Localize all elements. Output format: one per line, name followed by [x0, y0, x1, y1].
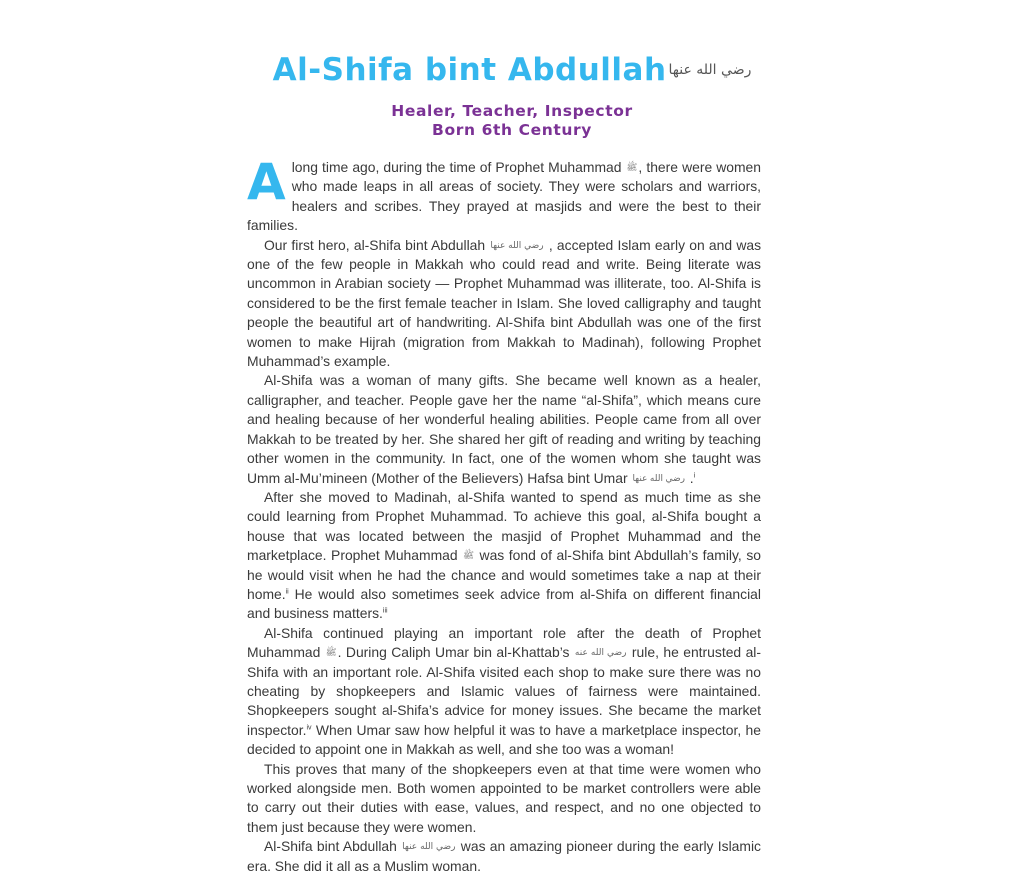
pbuh-symbol: ﷺ — [626, 162, 638, 172]
title-honorific: رضي الله عنها — [668, 62, 752, 78]
paragraph-text: long time ago, during the time of Prophet Muhammad — [291, 159, 622, 175]
title-text: Al-Shifa bint Abdullah — [272, 52, 667, 88]
paragraph-text: was fond of al-Shifa bint Abdullah’s family, so he would visit when he had the chance and would sometimes take a nap at their home. — [247, 547, 761, 602]
footnote-ref: iii — [382, 607, 388, 615]
honorific-symbol: رضي الله عنه — [574, 647, 627, 658]
subtitle-born: Born 6th Century — [432, 121, 592, 139]
paragraph-2 — [247, 236, 761, 372]
drop-cap: A — [247, 153, 286, 211]
pbuh-symbol: ﷺ — [463, 550, 475, 561]
honorific-symbol: رضي الله عنها — [490, 239, 544, 250]
footnote-ref: i — [693, 471, 696, 479]
paragraph-4 — [247, 488, 761, 624]
paragraph-3 — [247, 371, 761, 487]
paragraph-text: was an amazing pioneer during the early Islamic era. She did it all as a Muslim woman. — [247, 838, 761, 874]
paragraph-5 — [247, 624, 761, 760]
paragraph-text: Al-Shifa continued playing an important role after the death of Prophet Muhammad — [247, 624, 761, 661]
paragraph-text: Al-Shifa bint Abdullah — [264, 838, 397, 855]
footnote-ref: ii — [285, 588, 289, 596]
paragraph-text: . — [685, 469, 694, 486]
paragraph-text: . During Caliph Umar bin al-Khattab’s — [337, 644, 570, 661]
page-subtitle — [0, 102, 1024, 140]
honorific-symbol: رضي الله عنها — [402, 841, 456, 852]
subtitle-roles: Healer, Teacher, Inspector — [391, 102, 633, 120]
paragraph-text: , there were women who made leaps in all areas of society. They were scholars and warriors, healers and scribes. They prayed at masjids and were the best to their families. — [247, 159, 762, 234]
article-body — [247, 153, 762, 876]
paragraph-text: Al-Shifa was a woman of many gifts. She became well known as a healer, calligrapher, and teacher. People gave her the name “al-Shifa”, which means cure and healing because of her wonderful healing abilities. People came from all over Makkah to be treated by her. She shared her gift of reading and writing by teaching other women in the community. In fact, one of the women whom she taught was Umm al-Mu’mineen (Mother of the Believers) Hafsa bint Umar — [247, 372, 761, 486]
footnote-ref: iv — [306, 724, 312, 732]
paragraph-text: rule, he entrusted al-Shifa with an important role. Al-Shifa visited each shop to make sure there was no cheating by shopkeepers and Islamic values of fairness were maintained. Shopkeepers sought al-Shifa’s advice for money issues. She became the market inspector. — [247, 644, 762, 738]
paragraph-text: When Umar saw how helpful it was to have a marketplace inspector, he decided to appoint one in Makkah as well, and she too was a woman! — [247, 721, 761, 758]
honorific-symbol: رضي الله عنها — [632, 472, 685, 483]
paragraph-text: After she moved to Madinah, al-Shifa wanted to spend as much time as she could learning from Prophet Muhammad. To achieve this goal, al-Shifa bought a house that was located between the masjid of Prophet Muhammad and the marketplace. Prophet Muhammad — [247, 488, 761, 564]
paragraph-6 — [247, 760, 761, 838]
paragraph-1 — [247, 153, 762, 236]
paragraph-text: He would also sometimes seek advice from al-Shifa on different financial and business matters. — [247, 585, 761, 622]
pbuh-symbol: ﷺ — [325, 647, 337, 658]
paragraph-7 — [247, 837, 761, 876]
page-title — [0, 52, 1024, 88]
paragraph-text: This proves that many of the shopkeepers even at that time were women who worked alongside men. Both women appointed to be market controllers were able to carry out their duties with ease, values, and respect, and no one objected to them just because they were women. — [247, 760, 761, 835]
paragraph-text: , accepted Islam early on and was one of the few people in Makkah who could read and write. Being literate was uncommon in Arabian society — Prophet Muhammad was illiterate, too. Al-Shifa is considered to be the first female teacher in Islam. She loved calligraphy and taught people the beautiful art of handwriting. Al-Shifa bint Abdullah was one of the first women to make Hijrah (migration from Makkah to Madinah), following Prophet Muhammad’s example. — [247, 236, 762, 370]
paragraph-text: Our first hero, al-Shifa bint Abdullah — [264, 236, 486, 253]
